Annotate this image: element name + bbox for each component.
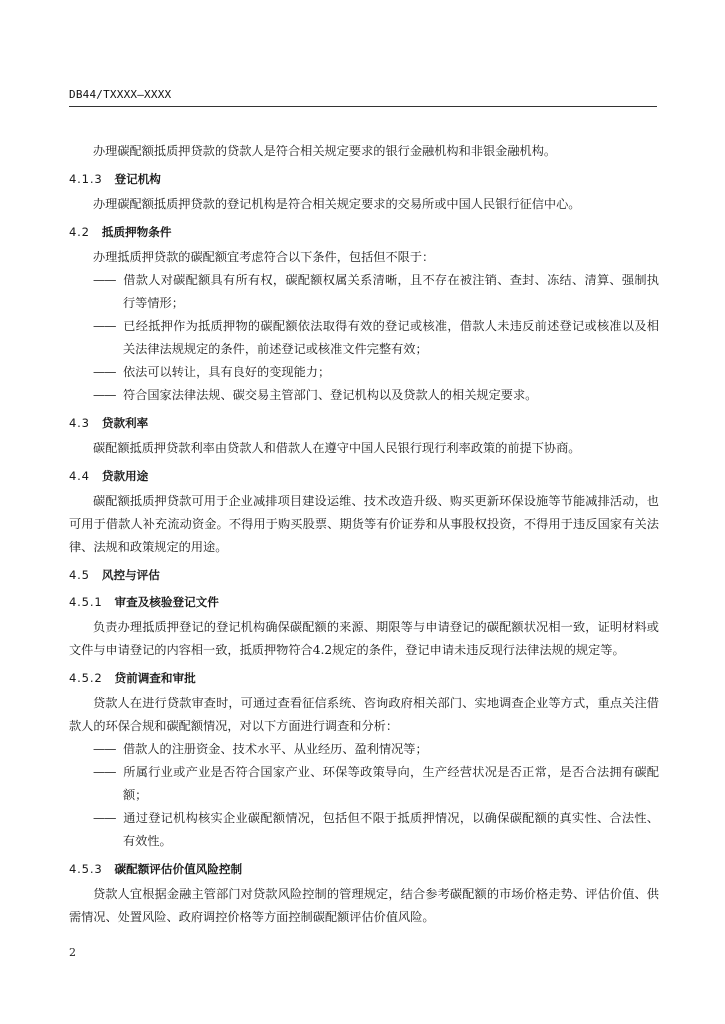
heading-number: 4.5.1 <box>69 595 103 609</box>
heading-number: 4.5.3 <box>69 862 103 876</box>
list-item-text: 通过登记机构核实企业碳配额情况，包括但不限于抵质押情况，以确保碳配额的真实性、合法性、有效性。 <box>123 811 659 848</box>
list-item <box>69 361 659 384</box>
list-item-text: 借款人的注册资金、技术水平、从业经历、盈利情况等； <box>123 742 428 756</box>
heading-title: 抵质押物条件 <box>101 225 172 239</box>
list-item-text: 已经抵押作为抵质押物的碳配额依法取得有效的登记或核准，借款人未违反前述登记或核准以及相关法律法规规定的条件，前述登记或核准文件完整有效； <box>123 319 659 356</box>
list-dash: —— <box>93 273 116 287</box>
pre-loan-checks-list <box>69 738 659 853</box>
heading-number: 4.3 <box>69 416 90 430</box>
heading-4-5-2 <box>69 667 659 689</box>
list-item <box>69 761 659 807</box>
heading-number: 4.4 <box>69 469 90 483</box>
heading-4-4 <box>69 465 659 487</box>
heading-4-5-1 <box>69 591 659 613</box>
list-dash: —— <box>93 319 116 333</box>
collateral-conditions-list <box>69 269 659 407</box>
list-dash: —— <box>93 365 116 379</box>
paragraph-registry: 办理碳配额抵质押贷款的登记机构是符合相关规定要求的交易所或中国人民银行征信中心。 <box>93 197 581 211</box>
heading-title: 审查及核验登记文件 <box>114 595 219 609</box>
heading-title: 贷款用途 <box>101 469 149 483</box>
paragraph-lender: 办理碳配额抵质押贷款的贷款人是符合相关规定要求的银行金融机构和非银金融机构。 <box>93 144 557 158</box>
heading-4-5 <box>69 564 659 586</box>
heading-4-3 <box>69 412 659 434</box>
paragraph-pre-loan-review: 贷款人在进行贷款审查时，可通过查看征信系统、咨询政府相关部门、实地调查企业等方式，重点关注借款人的环保合规和碳配额情况，对以下方面进行调查和分析： <box>69 696 659 733</box>
document-header-code: DB44/TXXXX—XXXX <box>69 88 172 101</box>
list-dash: —— <box>93 765 116 779</box>
heading-title: 贷前调查和审批 <box>114 671 196 685</box>
paragraph-collateral-intro: 办理抵质押贷款的碳配额宜考虑符合以下条件，包括但不限于： <box>93 250 435 264</box>
page-number: 2 <box>69 946 76 959</box>
heading-number: 4.1.3 <box>69 172 103 186</box>
list-item-text: 依法可以转让，具有良好的变现能力； <box>123 365 331 379</box>
heading-title: 风控与评估 <box>101 568 160 582</box>
list-item-text: 所属行业或产业是否符合国家产业、环保等政策导向，生产经营状况是否正常，是否合法拥有碳配额； <box>123 765 659 802</box>
heading-number: 4.5.2 <box>69 671 103 685</box>
list-dash: —— <box>93 742 116 756</box>
list-item-text: 借款人对碳配额具有所有权，碳配额权属关系清晰，且不存在被注销、查封、冻结、清算、强制执行等情形； <box>123 273 659 310</box>
heading-number: 4.2 <box>69 225 90 239</box>
list-item <box>69 315 659 361</box>
list-item-text: 符合国家法律法规、碳交易主管部门、登记机构以及贷款人的相关规定要求。 <box>123 388 538 402</box>
list-item <box>69 384 659 407</box>
list-dash: —— <box>93 811 116 825</box>
heading-4-2 <box>69 221 659 243</box>
heading-4-1-3 <box>69 168 659 190</box>
paragraph-interest-rate: 碳配额抵质押贷款利率由贷款人和借款人在遵守中国人民银行现行利率政策的前提下协商。 <box>93 441 581 455</box>
list-item <box>69 269 659 315</box>
paragraph-valuation-risk: 贷款人宜根据金融主管部门对贷款风险控制的管理规定，结合参考碳配额的市场价格走势、评估价值、供需情况、处置风险、政府调控价格等方面控制碳配额评估价值风险。 <box>69 887 659 924</box>
heading-title: 碳配额评估价值风险控制 <box>114 862 243 876</box>
paragraph-verification: 负责办理抵质押登记的登记机构确保碳配额的来源、期限等与申请登记的碳配额状况相一致，证明材料或文件与申请登记的内容相一致，抵质押物符合4.2规定的条件，登记申请未违反现行法律法规的规定等。 <box>69 620 659 657</box>
header-rule <box>69 106 657 107</box>
heading-title: 贷款利率 <box>101 416 149 430</box>
paragraph-loan-usage: 碳配额抵质押贷款可用于企业减排项目建设运维、技术改造升级、购买更新环保设施等节能减排活动，也可用于借款人补充流动资金。不得用于购买股票、期货等有价证券和从事股权投资，不得用于违反国家有关法律、法规和政策规定的用途。 <box>69 494 659 554</box>
heading-number: 4.5 <box>69 568 90 582</box>
heading-4-5-3 <box>69 858 659 880</box>
heading-title: 登记机构 <box>114 172 161 186</box>
list-dash: —— <box>93 388 116 402</box>
list-item <box>69 738 659 761</box>
document-body <box>69 140 659 929</box>
list-item <box>69 807 659 853</box>
